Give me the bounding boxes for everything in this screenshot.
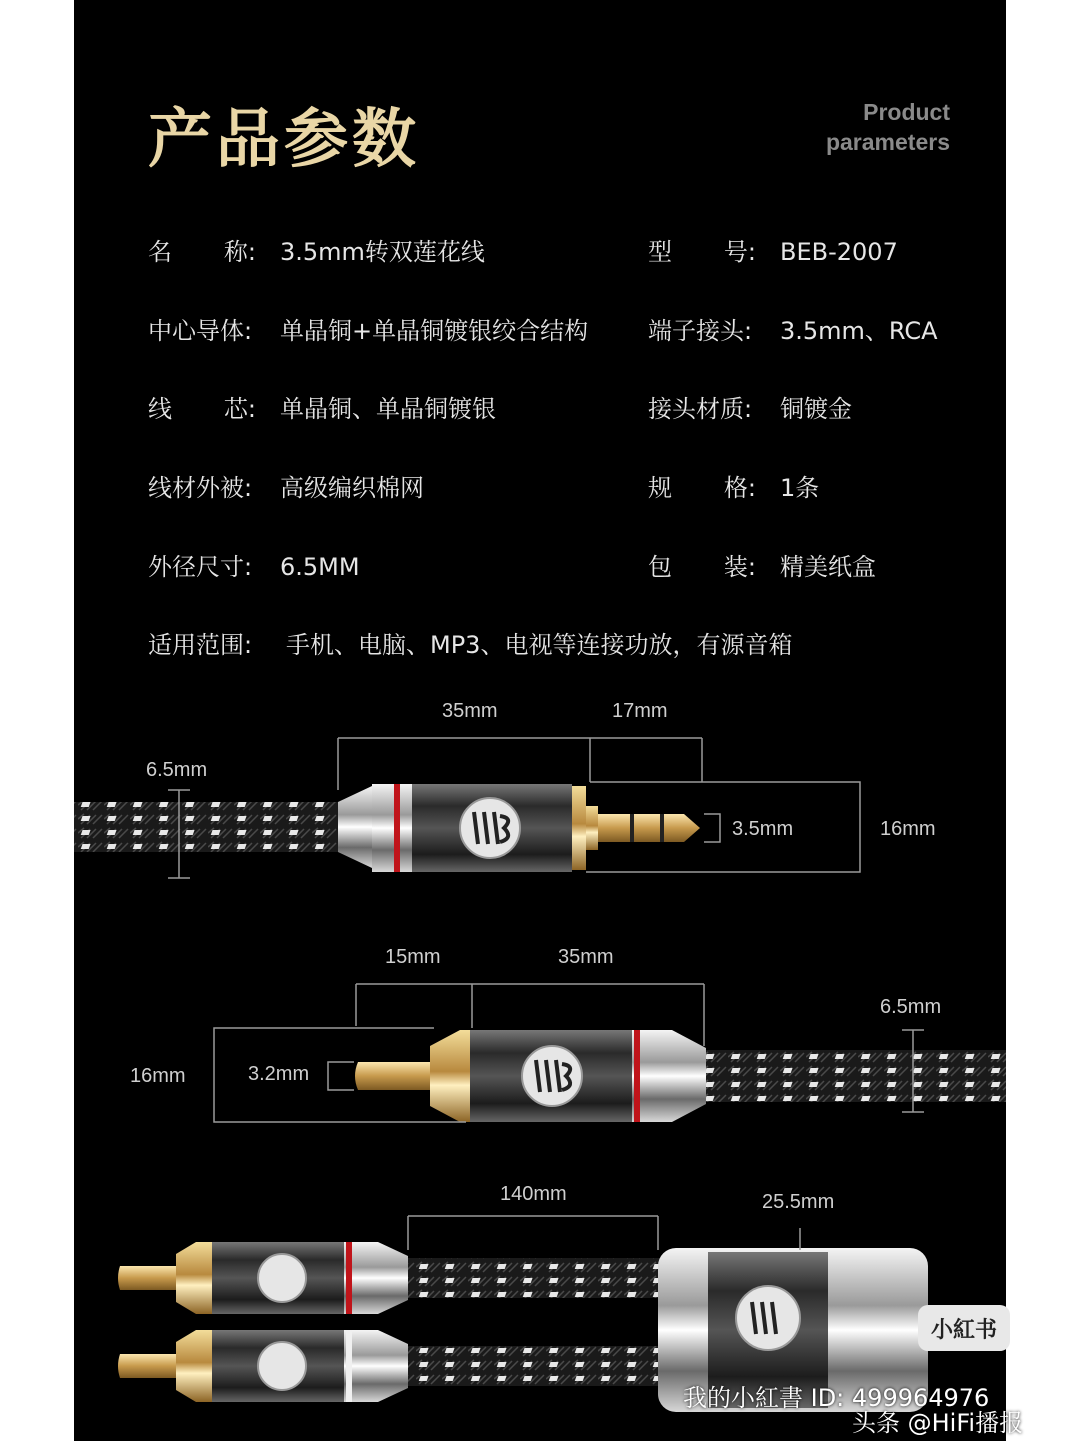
param-model: 型 号: BEB-2007 [648,238,898,266]
param-conductor: 中心导体: 单晶铜+单晶铜镀银绞合结构 [148,317,589,345]
brand-logo-icon [460,798,520,858]
dim-mid-tip: 15mm [385,946,441,968]
page-title: 产品参数 [148,103,420,177]
param-name: 名 称: 3.5mm转双莲花线 [148,238,485,266]
dim-mid-height: 16mm [130,1065,186,1087]
dim-top-cable: 6.5mm [146,759,208,781]
dim-bot-length: 140mm [500,1183,567,1205]
watermark-user-id: 我的小紅書 ID: 499964976 [683,1384,990,1412]
dim-top-tip: 17mm [612,700,668,722]
plug-rca [355,1030,1006,1122]
brand-logo-icon [522,1046,582,1106]
param-diameter: 外径尺寸: 6.5MM [148,553,360,581]
braided-cable [74,802,344,852]
dim-top-tip-dia: 3.5mm [732,818,794,840]
param-spec-value: 1条 [780,474,820,502]
param-usage-value: 手机、电脑、MP3、电视等连接功放，有源音箱 [286,631,793,659]
dim-mid-cable: 6.5mm [880,996,942,1018]
param-core-value: 单晶铜、单晶铜镀银 [280,395,496,423]
braided-cable [404,1258,664,1298]
brand-logo-icon [258,1342,306,1390]
subtitle-line-2: parameters [825,129,950,155]
dim-top-body: 35mm [442,700,498,722]
rca-upper [118,1242,408,1314]
param-material-value: 铜镀金 [780,395,852,423]
param-jacket-value: 高级编织棉网 [280,474,424,502]
param-spec: 规 格: 1条 [648,474,820,502]
rca-pin [355,1062,436,1090]
param-material: 接头材质: 铜镀金 [648,395,852,423]
param-diameter-value: 6.5MM [280,553,360,581]
dimension-lines-bottom [408,1216,800,1250]
red-ring [394,784,400,872]
strain-relief [338,786,372,868]
param-package: 包 装: 精美纸盒 [648,553,876,581]
braided-cable [404,1346,664,1386]
brand-logo-icon [258,1254,306,1302]
param-jacket: 线材外被: 高级编织棉网 [148,474,424,502]
param-usage: 适用范围: 手机、电脑、MP3、电视等连接功放，有源音箱 [148,631,793,659]
param-terminal-value: 3.5mm、RCA [780,317,938,345]
dim-mid-body: 35mm [558,946,614,968]
rca-collar [430,1030,470,1122]
param-package-value: 精美纸盒 [780,553,876,581]
param-name-value: 3.5mm转双莲花线 [280,238,485,266]
param-conductor-value: 单晶铜+单晶铜镀银绞合结构 [280,317,589,345]
param-terminal: 端子接头: 3.5mm、RCA [648,317,938,345]
red-ring [634,1030,640,1122]
subtitle-line-1: Product [863,99,950,125]
tip-pin [598,814,700,842]
dim-mid-pin-dia: 3.2mm [248,1063,310,1085]
xiaohongshu-badge: 小紅书 [918,1305,1010,1351]
dim-top-height: 16mm [880,818,936,840]
param-model-value: BEB-2007 [780,238,898,266]
brand-logo-icon [736,1286,800,1350]
dim-bot-splitter: 25.5mm [762,1191,835,1213]
param-core: 线 芯: 单晶铜、单晶铜镀银 [148,395,496,423]
plug-3-5mm [74,784,700,872]
braided-cable [706,1050,1006,1102]
rca-lower [118,1330,408,1402]
watermark-toutiao: 头条 @HiFi播报 [852,1409,1024,1437]
